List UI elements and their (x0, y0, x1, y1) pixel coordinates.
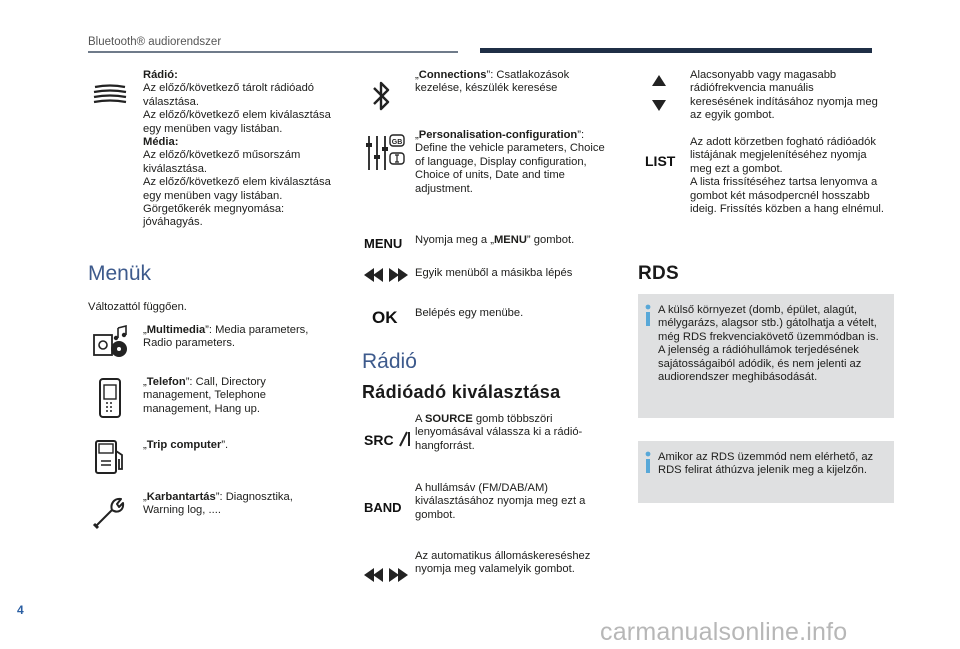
source-button-icon: SRC (364, 431, 412, 450)
watermark: carmanualsonline.info (600, 618, 848, 646)
search-text: Az automatikus állomáskereséshez nyomja meg valamelyik gombot. (415, 550, 591, 576)
rds-note-box (638, 294, 894, 418)
personalisation-text: „Personalisation-configuration”: Define the vehicle parameters, Choice of language, Display configuration, Choice of units, Date and time adjustment. (415, 129, 605, 195)
source-text: A SOURCE gomb többszöri lenyomásával válassza ki a rádió-hangforrást. (415, 413, 583, 452)
info-icon (644, 304, 652, 326)
arrows-text: Egyik menüből a másikba lépés (415, 267, 573, 279)
phone-icon (98, 378, 122, 418)
settings-sliders-icon (365, 133, 405, 173)
header-divider (88, 51, 458, 53)
ok-button-icon: OK (372, 308, 398, 327)
radio-heading: Rádió (362, 350, 417, 373)
up-down-text: Alacsonyabb vagy magasabb rádiófrekvencia manuális keresésének indításához nyomja meg az egyik gombot. (690, 69, 878, 122)
multimedia-icon (92, 325, 130, 359)
info-icon (644, 451, 652, 473)
menu-item-telefon: „Telefon”: Call, Directory management, Telephone management, Hang up. (143, 376, 266, 415)
bluetooth-icon (371, 79, 393, 113)
media-text-2: Az előző/következő elem kiválasztása egy menüben vagy listában. (143, 176, 331, 202)
list-text-2: A lista frissítéséhez tartsa lenyomva a gombot két másodpercnél hosszabb ideig. Frissítés közben a hang elnémul. (690, 176, 885, 216)
search-arrows-icon (364, 568, 408, 582)
radio-text: Az előző/következő tárolt rádióadó választása. (143, 82, 315, 108)
menu-button-icon: MENU (364, 236, 403, 251)
list-text: Az adott körzetben fogható rádióadók listájának megjelenítéséhez nyomja meg ezt a gombot. (690, 136, 876, 175)
source-slash-icon (398, 431, 412, 447)
rds-heading: RDS (638, 263, 680, 284)
media-label: Média: (143, 136, 179, 149)
trip-computer-icon (94, 439, 126, 475)
list-description (690, 136, 890, 216)
rds-unavailable-note-box (638, 441, 894, 503)
up-down-arrows-icon (652, 75, 666, 111)
menu-item-trip-computer: „Trip computer”. (143, 439, 229, 451)
wheel-text: Görgetőkerék megnyomása: jóváhagyás. (143, 203, 285, 229)
media-text: Az előző/következő műsorszám kiválasztása. (143, 149, 301, 175)
rds-note-text: A külső környezet (domb, épület, alagút, mélygarázs, alagsor stb.) gátolhatja a vételt, még RDS frekvenciakövető üzemmódban is. A jelenség a rádióhullámok terjedésének sajátosságaiból adódik, és nem jelenti az audiorendszer meghibásodását. (658, 304, 879, 384)
header-accent-bar (480, 48, 872, 53)
scroll-wheel-icon (93, 84, 127, 106)
radio-text-2: Az előző/következő elem kiválasztása egy menüben vagy listában. (143, 109, 331, 135)
connections-text: „Connections”: Csatlakozások kezelése, készülék keresése (415, 69, 570, 95)
ok-text: Belépés egy menübe. (415, 307, 524, 319)
menu-item-multimedia: „Multimedia”: Media parameters, Radio parameters. (143, 324, 309, 350)
page-number: 4 (17, 603, 24, 617)
header-title: Bluetooth® audiorendszer (88, 36, 222, 48)
radio-media-description (143, 69, 343, 230)
svg-text:GB: GB (391, 139, 403, 146)
menu-item-karbantartas: „Karbantartás”: Diagnosztika, Warning log, .... (143, 491, 293, 517)
rds-unavailable-text: Amikor az RDS üzemmód nem elérhető, az RDS felirat áthúzva jelenik meg a kijelzőn. (658, 451, 874, 477)
menu-button-text: Nyomja meg a „MENU” gombot. (415, 234, 575, 246)
menus-heading: Menük (88, 262, 152, 285)
menus-intro: Változattól függően. (88, 301, 187, 313)
left-right-arrows-icon (364, 268, 408, 282)
band-text: A hullámsáv (FM/DAB/AM) kiválasztásához nyomja meg ezt a gombot. (415, 482, 586, 521)
band-button-icon: BAND (364, 500, 402, 515)
list-button-icon: LIST (645, 153, 676, 169)
radio-label: Rádió: (143, 69, 178, 81)
station-selection-heading: Rádióadó kiválasztása (362, 382, 561, 402)
wrench-icon (92, 494, 128, 530)
